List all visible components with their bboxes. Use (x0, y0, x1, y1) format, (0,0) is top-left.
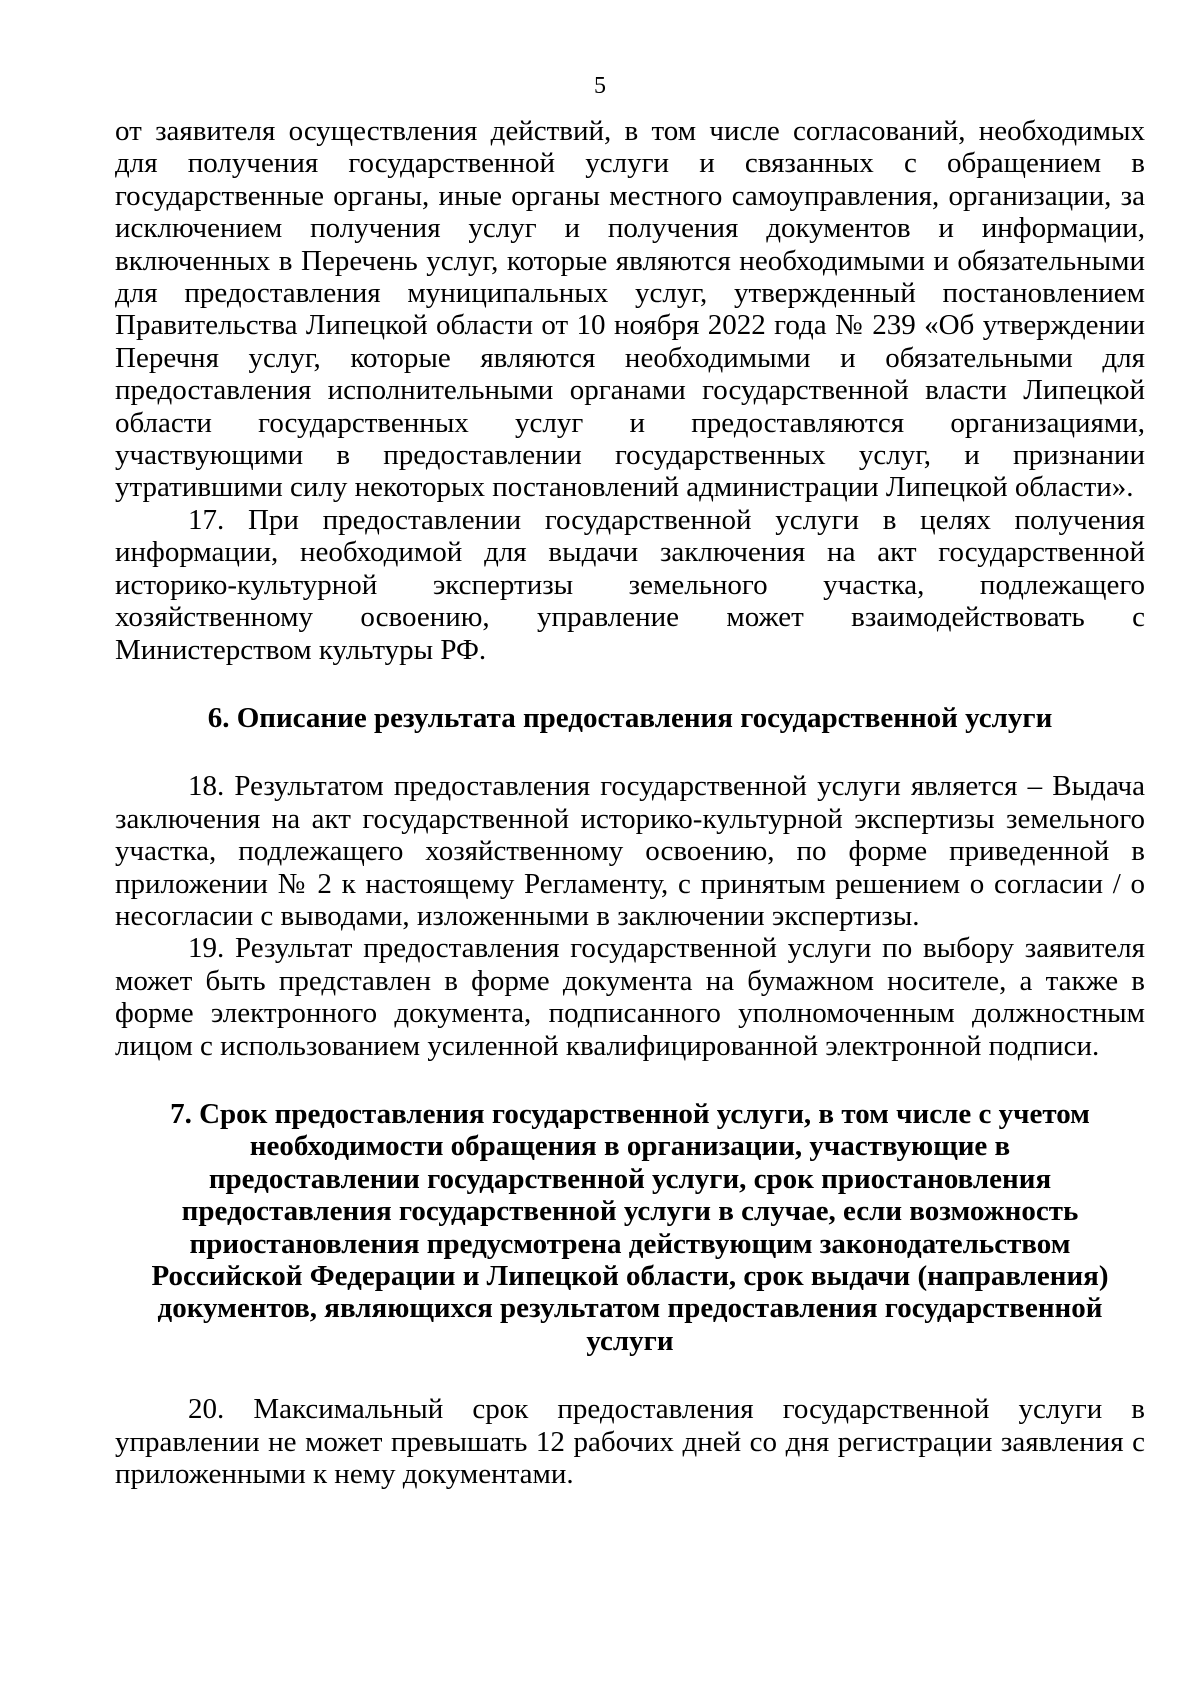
page-number: 5 (594, 73, 606, 99)
paragraph-continuation: от заявителя осуществления действий, в том числе согласований, необходимых для получения государственной услуги и связанных с обращением в государственные органы, иные органы местного самоуправления, организации, за исключением получения услуг и получения документов и информации, включенных в Перечень услуг, которые являются необходимыми и обязательными для предоставления муниципальных услуг, утвержденный постановлением Правительства Липецкой области от 10 ноября 2022 года № 239 «Об утверждении Перечня услуг, которые являются необходимыми и обязательными для предоставления исполнительными органами государственной власти Липецкой области государственных услуг и предоставляются организациями, участвующими в предоставлении государственных услуг, и признании утратившими силу некоторых постановлений администрации Липецкой области». (115, 115, 1145, 504)
paragraph-20: 20. Максимальный срок предоставления государственной услуги в управлении не может превышать 12 рабочих дней со дня регистрации заявления с приложенными к нему документами. (115, 1393, 1145, 1491)
section-heading-6: 6. Описание результата предоставления государственной услуги (207, 701, 1053, 734)
document-body (115, 115, 1145, 1490)
paragraph-18: 18. Результатом предоставления государственной услуги является – Выдача заключения на акт государственной историко-культурной экспертизы земельного участка, подлежащего хозяйственному освоению, по форме приведенной в приложении № 2 к настоящему Регламенту, с принятым решением о согласии / о несогласии с выводами, изложенными в заключении экспертизы. (115, 770, 1145, 932)
paragraph-17: 17. При предоставлении государственной услуги в целях получения информации, необходимой для выдачи заключения на акт государственной историко-культурной экспертизы земельного участка, подлежащего хозяйственному освоению, управление может взаимодействовать с Министерством культуры РФ. (115, 503, 1145, 666)
section-heading-7: 7. Срок предоставления государственной услуги, в том числе с учетом необходимости обращения в организации, участвующие в предоставлении государственной услуги, срок приостановления предоставления государственной услуги в случае, если возможность приостановления предусмотрена действующим законодательством Российской Федерации и Липецкой области, срок выдачи (направления) документов, являющихся результатом предоставления государственной услуги (151, 1097, 1109, 1357)
paragraph-19: 19. Результат предоставления государственной услуги по выбору заявителя может быть представлен в форме документа на бумажном носителе, а также в форме электронного документа, подписанного уполномоченным должностным лицом с использованием усиленной квалифицированной электронной подписи. (115, 932, 1145, 1062)
